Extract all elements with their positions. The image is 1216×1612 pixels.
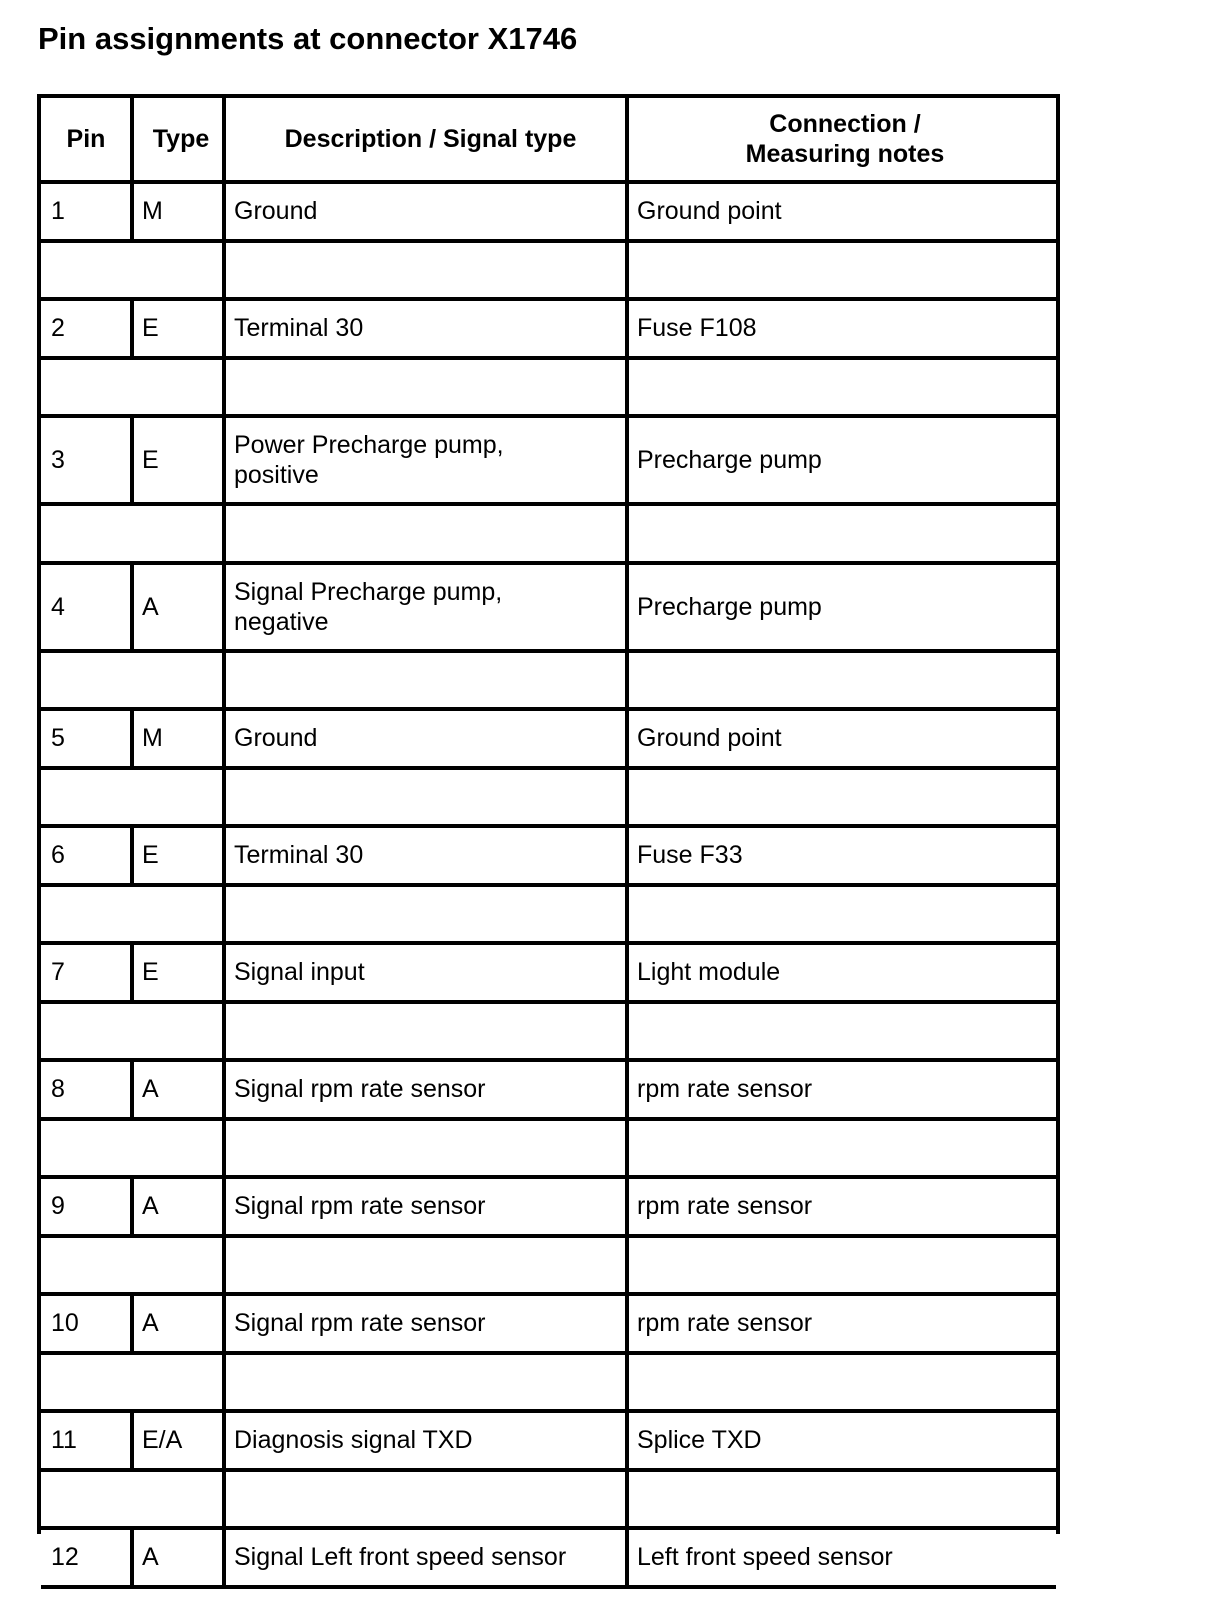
column-divider [130, 1062, 134, 1117]
column-divider [130, 1413, 134, 1468]
column-divider [625, 1121, 629, 1176]
pin-number: 7 [51, 958, 65, 987]
column-divider [222, 653, 226, 708]
pin-description-line1: Signal Left front speed sensor [234, 1543, 567, 1572]
column-divider [222, 98, 226, 180]
pin-description [234, 565, 623, 649]
pin-type: E [142, 841, 159, 870]
row-divider [41, 1117, 1056, 1121]
pin-description [234, 301, 623, 356]
pin-description [234, 184, 623, 239]
pin-number: 8 [51, 1075, 65, 1104]
header-type: Type [152, 125, 210, 153]
column-divider [625, 1296, 629, 1351]
pin-type: E [142, 314, 159, 343]
column-divider [625, 506, 629, 561]
pin-description-line2: positive [234, 461, 319, 489]
column-divider [130, 1179, 134, 1234]
column-divider [130, 828, 134, 883]
column-divider [130, 945, 134, 1000]
column-divider [625, 653, 629, 708]
pin-description [234, 828, 623, 883]
pin-description [234, 1413, 623, 1468]
column-divider [222, 711, 226, 766]
header-connection [634, 98, 1056, 180]
row-divider [41, 1234, 1056, 1238]
pin-connection: rpm rate sensor [637, 1192, 813, 1221]
column-divider [222, 828, 226, 883]
pin-description-line1: Terminal 30 [234, 314, 364, 343]
column-divider [222, 1238, 226, 1293]
pin-connection: Splice TXD [637, 1426, 762, 1455]
pin-number: 1 [51, 197, 65, 226]
column-divider [222, 418, 226, 502]
column-divider [625, 1004, 629, 1059]
column-divider [625, 418, 629, 502]
column-divider [625, 1062, 629, 1117]
pin-connection: Ground point [637, 197, 782, 226]
pin-description-line1: Signal rpm rate sensor [234, 1192, 486, 1221]
pin-description [234, 1179, 623, 1234]
pin-type: E [142, 446, 159, 474]
pin-connection: Fuse F33 [637, 841, 743, 870]
column-divider [625, 1238, 629, 1293]
column-divider [130, 565, 134, 649]
column-divider [625, 1472, 629, 1527]
pin-connection: Fuse F108 [637, 314, 757, 343]
column-divider [625, 243, 629, 298]
pin-connection: Ground point [637, 724, 782, 753]
pin-connection: rpm rate sensor [637, 1075, 813, 1104]
pin-description [234, 1530, 623, 1585]
header-connection-line2: Measuring notes [745, 140, 945, 168]
column-divider [625, 711, 629, 766]
column-divider [222, 184, 226, 239]
pin-connection: rpm rate sensor [637, 1309, 813, 1338]
column-divider [222, 1355, 226, 1410]
column-divider [222, 1472, 226, 1527]
pin-number: 9 [51, 1192, 65, 1221]
pin-type: M [142, 724, 163, 753]
row-divider [41, 766, 1056, 770]
column-divider [625, 1179, 629, 1234]
row-divider [41, 502, 1056, 506]
pin-description [234, 418, 623, 502]
pin-type: A [142, 1543, 159, 1572]
pin-number: 10 [51, 1309, 79, 1338]
pin-connection: Light module [637, 958, 781, 987]
column-divider [625, 360, 629, 415]
column-divider [625, 184, 629, 239]
page-title: Pin assignments at connector X1746 [38, 21, 578, 56]
column-divider [625, 828, 629, 883]
pin-number: 12 [51, 1543, 79, 1572]
column-divider [130, 711, 134, 766]
pin-description [234, 945, 623, 1000]
pin-description [234, 711, 623, 766]
column-divider [222, 1121, 226, 1176]
column-divider [130, 1530, 134, 1585]
column-divider [222, 1004, 226, 1059]
column-divider [625, 887, 629, 942]
column-divider [222, 770, 226, 825]
column-divider [625, 945, 629, 1000]
pin-number: 11 [51, 1426, 77, 1455]
pin-type: E [142, 958, 159, 987]
column-divider [222, 360, 226, 415]
column-divider [625, 1413, 629, 1468]
column-divider [222, 1062, 226, 1117]
column-divider [130, 98, 134, 180]
pin-table [37, 94, 1060, 1572]
pin-type: A [142, 592, 159, 621]
pin-description-line1: Power Precharge pump, [234, 431, 504, 459]
pin-number: 6 [51, 841, 65, 870]
column-divider [222, 887, 226, 942]
column-divider [625, 565, 629, 649]
pin-type: E/A [142, 1426, 183, 1455]
column-divider [130, 184, 134, 239]
column-divider [130, 418, 134, 502]
pin-description-line1: Signal rpm rate sensor [234, 1309, 486, 1338]
pin-description-line1: Signal rpm rate sensor [234, 1075, 486, 1104]
header-pin: Pin [66, 125, 106, 153]
pin-type: M [142, 197, 163, 226]
row-divider [41, 1585, 1056, 1589]
pin-type: A [142, 1192, 159, 1221]
pin-number: 5 [51, 724, 65, 753]
row-divider [41, 1468, 1056, 1472]
pin-number: 4 [51, 592, 65, 621]
column-divider [222, 301, 226, 356]
column-divider [222, 1413, 226, 1468]
column-divider [625, 770, 629, 825]
header-description: Description / Signal type [284, 125, 577, 153]
row-divider [41, 356, 1056, 360]
column-divider [222, 945, 226, 1000]
pin-description [234, 1062, 623, 1117]
pin-description-line1: Ground [234, 197, 318, 226]
pin-number: 2 [51, 314, 65, 343]
row-divider [41, 649, 1056, 653]
column-divider [625, 301, 629, 356]
row-divider [41, 1351, 1056, 1355]
pin-description-line1: Diagnosis signal TXD [234, 1426, 473, 1455]
pin-number: 3 [51, 446, 65, 474]
pin-description-line2: negative [234, 607, 329, 636]
row-divider [41, 1000, 1056, 1004]
column-divider [222, 1530, 226, 1585]
pin-description-line1: Signal input [234, 958, 365, 987]
pin-connection: Precharge pump [637, 446, 822, 474]
column-divider [625, 1355, 629, 1410]
column-divider [222, 506, 226, 561]
pin-description-line1: Ground [234, 724, 318, 753]
column-divider [130, 1296, 134, 1351]
pin-description-line1: Terminal 30 [234, 841, 364, 870]
row-divider [41, 883, 1056, 887]
pin-type: A [142, 1075, 159, 1104]
pin-description-line1: Signal Precharge pump, [234, 577, 503, 606]
pin-connection: Precharge pump [637, 592, 822, 621]
pin-type: A [142, 1309, 159, 1338]
column-divider [625, 1530, 629, 1585]
column-divider [222, 1179, 226, 1234]
column-divider [222, 565, 226, 649]
pin-connection: Left front speed sensor [637, 1543, 893, 1572]
column-divider [130, 301, 134, 356]
pin-description [234, 1296, 623, 1351]
column-divider [625, 98, 629, 180]
column-divider [222, 243, 226, 298]
row-divider [41, 239, 1056, 243]
header-connection-line1: Connection / [769, 110, 921, 138]
column-divider [222, 1296, 226, 1351]
